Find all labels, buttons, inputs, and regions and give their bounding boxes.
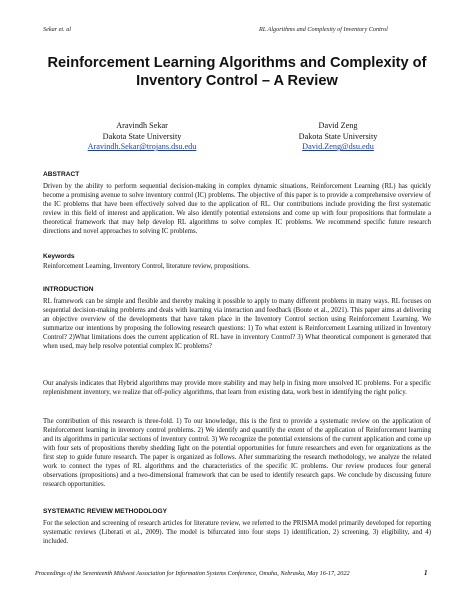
- page-number: 1: [424, 569, 428, 577]
- introduction-paragraph-3: The contribution of this research is three-fold. 1) To our knowledge, this is the first to provide a systematic review on the application of Reinforcement learning in inventory control problems. 2) We identify and quantify the extent of the application of Reinforcement learning and its algorithms in particular sections of inventory control. 3) We recognize the potential extensions of the current application and come up with four sets of propositions thereby shedding light on the potential opportunities for future researchers and even for organizations as the first step to guide future research. The paper is organized as follows. After summarizing the research methodology, we analyze the related work to connect the types of RL algorithms and the characteristics of the specific IC problems. Our review produces four general observations (propositions) and a two-dimensional framework that can be used to identify research gaps. We conclude by discussing future research opportunities.: [43, 418, 431, 489]
- keywords-text: Reinforcement Learning, Inventory Control, literature review, propositions.: [43, 263, 250, 270]
- footer-proceedings: Proceedings of the Seventeenth Midwest Association for Information Systems Conference, Omaha, Nebraska, May 16-17, 2022: [35, 570, 350, 577]
- keywords-heading: Keywords: [43, 253, 75, 260]
- paper-title: [40, 54, 434, 90]
- running-header-left: Sekar et. al: [43, 26, 72, 33]
- author-affiliation: Dakota State University: [102, 131, 182, 141]
- methodology-paragraph-1: For the selection and screening of research articles for literature review, we referred to the PRISMA model primarily developed for reporting systematic reviews (Liberati et al., 2009). The model is bifurcated into four steps 1) identification, 2) screening, 3) eligibility, and 4) included.: [43, 520, 431, 546]
- author-block-2: [253, 121, 423, 153]
- author-name: David Zeng: [318, 121, 358, 130]
- author-email-link[interactable]: David.Zeng@dsu.edu: [302, 142, 374, 152]
- author-affiliation: Dakota State University: [298, 131, 378, 141]
- title-line-2: Inventory Control – A Review: [136, 73, 338, 89]
- author-name: Aravindh Sekar: [116, 121, 168, 130]
- introduction-heading: INTRODUCTION: [43, 286, 94, 293]
- running-header-right: RL Algorithms and Complexity of Inventory Control: [259, 26, 388, 33]
- author-block-1: [57, 121, 227, 153]
- introduction-paragraph-1: RL framework can be simple and flexible and thereby making it possible to apply to many different problems in many ways. RL focuses on sequential decision-making problems and deals with learning via interaction and feedback (Boute et al., 2021). This paper aims at delivering an objective overview of the developments that have taken place in the Inventory Control section using Reinforcement Learning. We summarize our intentions by proposing the following research questions: 1) To what extent is Reinforcement Learning utilized in Inventory Control? 2)What limitations does the current application of RL have in inventory Control? 3) What theoretical component is generated that when used, may help resolve potential complex IC problems?: [43, 298, 431, 351]
- author-email-link[interactable]: Aravindh.Sekar@trojans.dsu.edu: [87, 142, 197, 152]
- abstract-heading: ABSTRACT: [43, 171, 80, 178]
- title-line-1: Reinforcement Learning Algorithms and Complexity of: [47, 55, 427, 71]
- abstract-text: Driven by the ability to perform sequential decision-making in complex dynamic situations, Reinforcement Learning (RL) has quickly become a promising avenue to solve inventory control (IC) problems. The objective of this paper is to provide a comprehensive overview of the IC problems that have been effectively solved due to the application of RL. Our contributions include providing the first systematic review in this field of interest and application. We also identify potential extensions and come up with four propositions that formulate a theoretical framework that may help develop RL algorithms to solve complex IC problems. We recommend specific future research directions and novel approaches to solving IC problems.: [43, 183, 431, 236]
- methodology-heading: SYSTEMATIC REVIEW METHODOLOGY: [43, 508, 168, 515]
- introduction-paragraph-2: Our analysis indicates that Hybrid algorithms may provide more stability and may help in fixing more unsolved IC problems. For a specific replenishment inventory, we realize that off-policy algorithms, that learn from existing data, work best in identifying the right policy.: [43, 380, 431, 397]
